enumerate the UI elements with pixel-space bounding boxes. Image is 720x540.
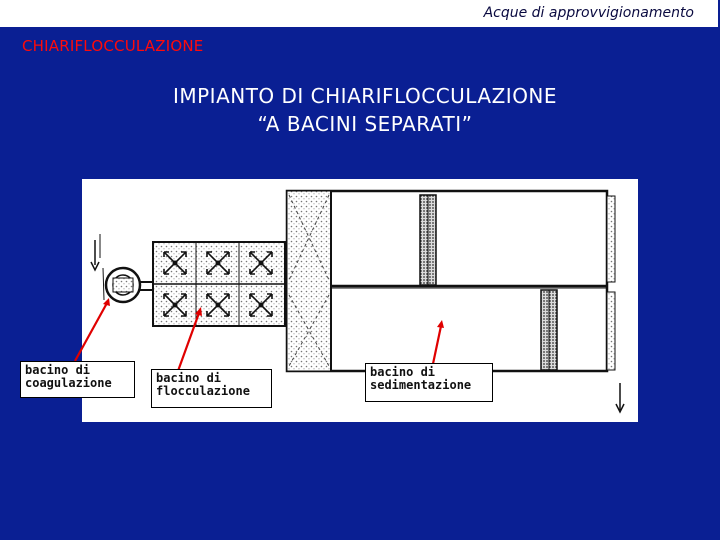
label-flocculation-basin <box>151 369 272 408</box>
section-label: CHIARIFLOCCULAZIONE <box>22 37 204 55</box>
label-sedimentation-line-2: sedimentazione <box>370 378 472 392</box>
label-sedimentation-line-1: bacino di <box>370 365 436 379</box>
label-coagulation-line-2: coagulazione <box>25 376 112 390</box>
label-flocculation-line-1: bacino di <box>156 371 222 385</box>
flocculation-basins <box>153 242 285 326</box>
label-coagulation-line-1: bacino di <box>25 363 91 377</box>
label-sedimentation-basin <box>365 363 493 402</box>
label-coagulation-basin <box>20 361 135 398</box>
slide-title-line-1: IMPIANTO DI CHIARIFLOCCULAZIONE <box>172 84 558 108</box>
slide-title-line-2: “A BACINI SEPARATI” <box>257 112 473 136</box>
coagulation-basin <box>91 234 153 302</box>
header-title: Acque di approvvigionamento <box>483 5 694 21</box>
label-flocculation-line-2: flocculazione <box>156 384 250 398</box>
